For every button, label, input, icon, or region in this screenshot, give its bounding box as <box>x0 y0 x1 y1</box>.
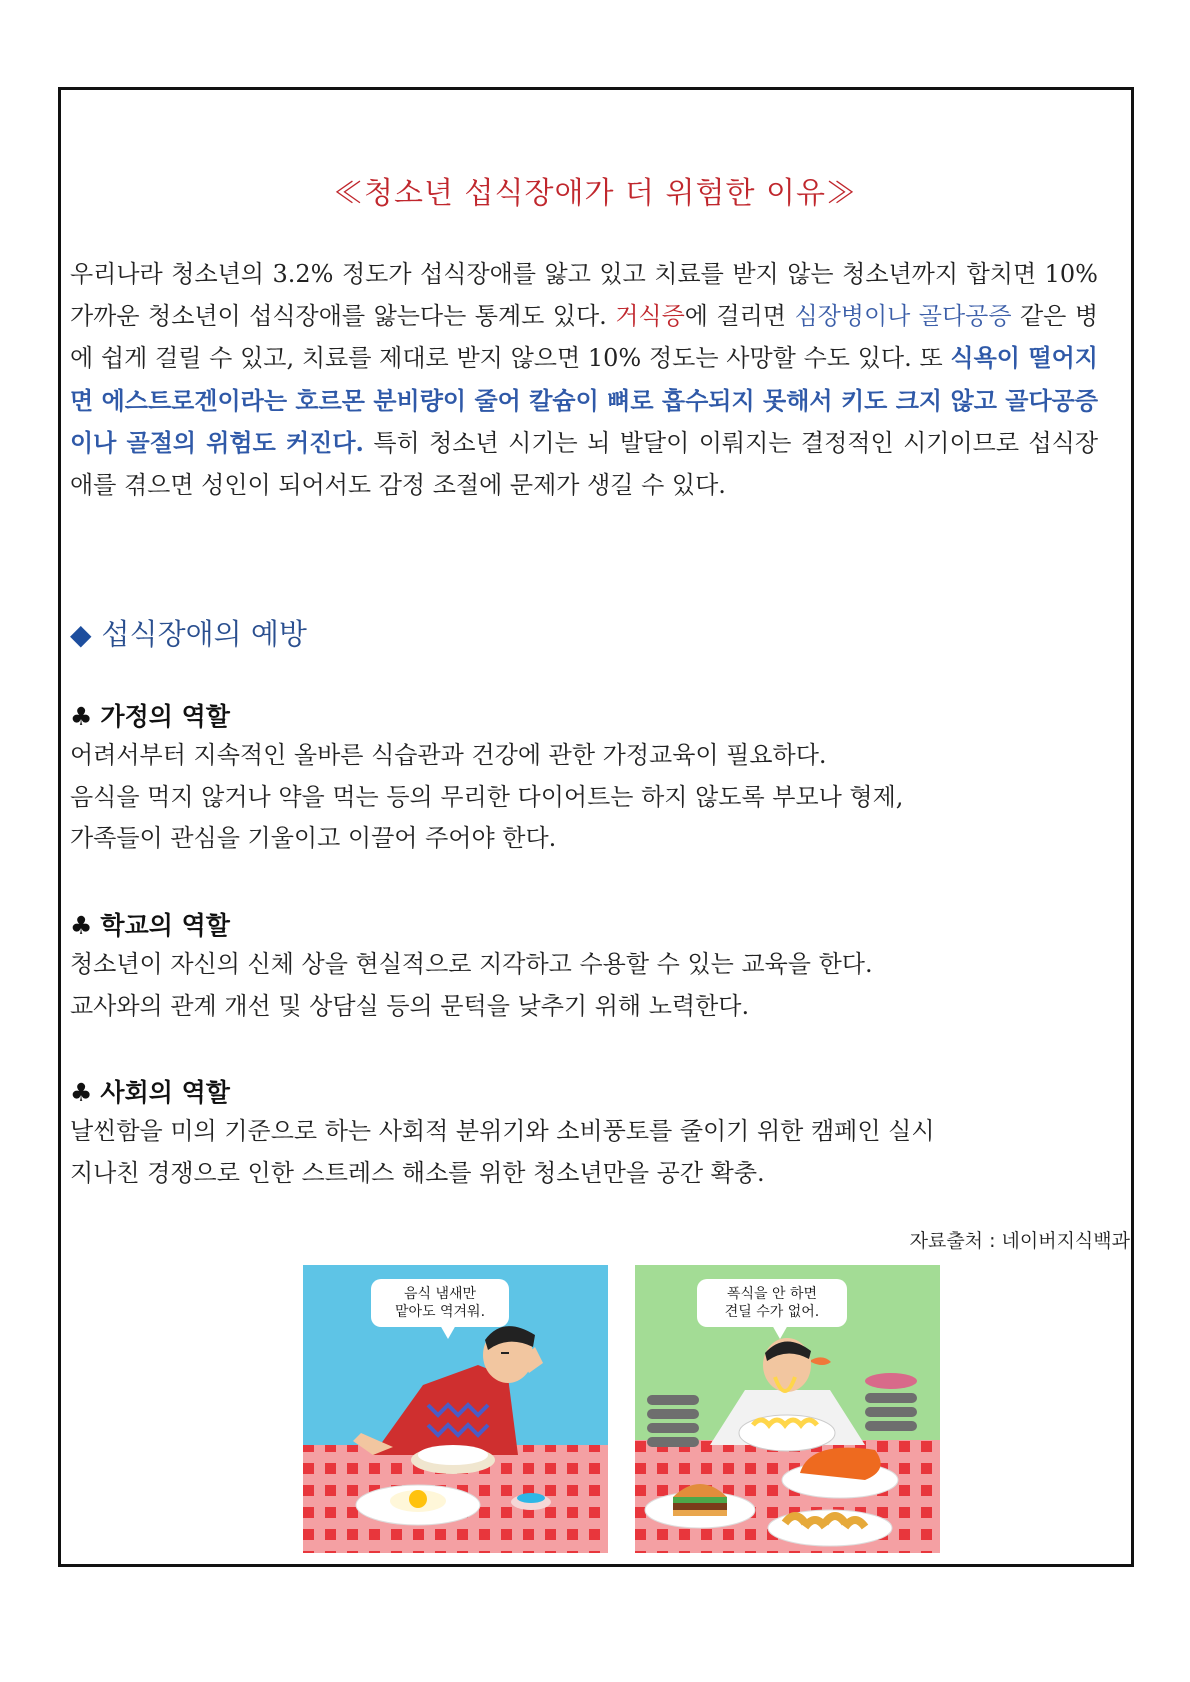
role-line: 어려서부터 지속적인 올바른 식습관과 건강에 관한 가정교육이 필요하다. <box>70 741 827 769</box>
role-line: 지나친 경쟁으로 인한 스트레스 해소를 위한 청소년만을 공간 확충. <box>70 1158 765 1187</box>
role-line: 청소년이 자신의 신체 상을 현실적으로 지각하고 수용할 수 있는 교육을 한다. <box>70 950 873 978</box>
role-body-home <box>70 735 903 860</box>
anorexia-illustration <box>303 1265 608 1553</box>
intro-text-1: 우리나라 청소년의 3.2% 정도가 섭식장애를 앓고 있고 치료를 받지 않는 청소년까지 합치면 10% 가까운 청소년이 섭식장애를 앓는다는 통계도 있다. <box>70 260 1098 330</box>
intro-text-2: 에 걸리면 <box>684 301 795 330</box>
role-heading-home <box>70 697 230 733</box>
intro-paragraph <box>70 254 1098 506</box>
club-icon: ♣ <box>70 702 93 731</box>
role-title: 가정의 역할 <box>100 702 230 731</box>
highlight-anorexia: 거식증 <box>615 301 685 330</box>
role-body-society <box>70 1111 935 1194</box>
bubble-line: 맡아도 역겨워. <box>394 1304 486 1320</box>
role-line: 날씬함을 미의 기준으로 하는 사회적 분위기와 소비풍토를 줄이기 위한 캠페인 실시 <box>70 1117 935 1145</box>
bubble-line: 견딜 수가 없어. <box>724 1304 820 1320</box>
left-speech-bubble <box>371 1279 509 1327</box>
binge-eating-illustration <box>635 1265 940 1553</box>
club-icon: ♣ <box>70 1078 93 1107</box>
role-heading-school <box>70 906 230 942</box>
bubble-line: 폭식을 안 하면 <box>726 1286 818 1302</box>
club-icon: ♣ <box>70 911 93 940</box>
diamond-icon: ◆ <box>70 618 92 651</box>
role-title: 학교의 역할 <box>100 911 230 940</box>
role-line: 음식을 먹지 않거나 약을 먹는 등의 무리한 다이어트는 하지 않도록 부모나 형제, <box>70 782 904 811</box>
role-line: 교사와의 관계 개선 및 상담실 등의 문턱을 낮추기 위해 노력한다. <box>70 991 750 1020</box>
section-heading <box>70 612 307 653</box>
role-heading-society <box>70 1073 230 1109</box>
highlight-estrogen: 식욕이 떨어지면 에스트로겐이라는 호르몬 분비량이 줄어 칼슘이 뼈로 흡수되지 못해서 키도 크지 않고 골다공증이나 골절의 위험도 커진다. <box>70 343 1098 457</box>
role-line: 가족들이 관심을 기울이고 이끌어 주어야 한다. <box>70 824 557 852</box>
right-speech-bubble <box>697 1279 847 1327</box>
role-body-school <box>70 944 873 1027</box>
source-citation: 자료출처 : 네이버지식백과 <box>909 1230 1130 1252</box>
section-heading-text: 섭식장애의 예방 <box>101 617 307 651</box>
intro-text-4: 특히 청소년 시기는 뇌 발달이 이뤄지는 결정적인 시기이므로 섭식장애를 겪으면 성인이 되어서도 감정 조절에 문제가 생길 수 있다. <box>70 429 1099 499</box>
highlight-diseases: 심장병이나 골다공증 <box>794 301 1012 330</box>
intro-text-3: 같은 병에 쉽게 걸릴 수 있고, 치료를 제대로 받지 않으면 10% 정도는 사망할 수도 있다. 또 <box>70 301 1099 372</box>
role-title: 사회의 역할 <box>100 1078 230 1107</box>
document-title: ≪청소년 섭식장애가 더 위험한 이유≫ <box>333 176 857 211</box>
bubble-line: 음식 냄새만 <box>403 1286 477 1302</box>
